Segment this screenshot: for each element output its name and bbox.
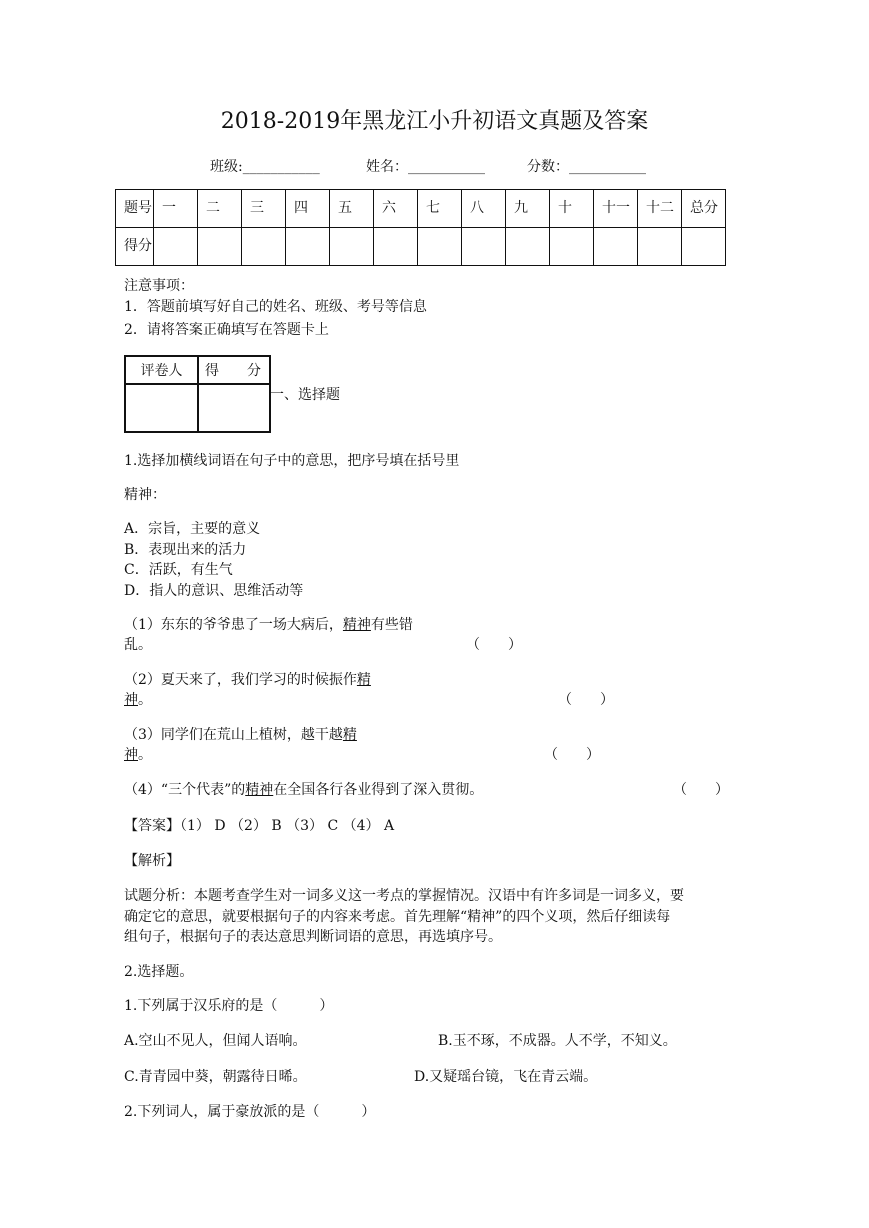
q1-sentence: （2）夏天来了，我们学习的时候振作精: [124, 672, 371, 688]
score-cell: 四: [286, 190, 330, 228]
note-item: 1．答题前填写好自己的姓名、班级、考号等信息: [124, 299, 427, 315]
q2-sub2: 2.下列词人，属于豪放派的是（ ）: [124, 1104, 376, 1120]
score-cell: 十二: [638, 190, 682, 228]
score-input-cell[interactable]: [638, 228, 682, 266]
score-input-cell[interactable]: [374, 228, 418, 266]
underlined-word: 精神: [342, 617, 371, 633]
score-input-cell[interactable]: [418, 228, 462, 266]
q1-sentence: （1）东东的爷爷患了一场大病后，精神有些错: [124, 617, 413, 633]
answer-paren[interactable]: （ ）: [466, 637, 522, 653]
q1-sentence-cont: 神。: [124, 692, 152, 708]
class-field: 班级:___________: [210, 159, 320, 175]
q2-option: B.玉不琢，不成器。人不学，不知义。: [438, 1033, 677, 1049]
score-input-cell[interactable]: [154, 228, 198, 266]
score-cell: 二: [198, 190, 242, 228]
q1-sentence-cont: 乱。: [124, 637, 152, 653]
underlined-word: 精: [342, 727, 357, 743]
grader-score-label: 得 分: [198, 356, 270, 384]
notes-heading: 注意事项：: [124, 278, 194, 294]
note-item: 2．请将答案正确填写在答题卡上: [124, 322, 329, 338]
analysis-line: 确定它的意思，就要根据句子的内容来考虑。首先理解“精神”的四个义项，然后仔细读每: [124, 909, 671, 925]
score-cell-label: 题号: [116, 190, 154, 228]
score-table-header-row: [116, 190, 726, 228]
score-cell: 十一: [594, 190, 638, 228]
q2-sub1: 1.下列属于汉乐府的是（ ）: [124, 998, 334, 1014]
q2-heading: 2.选择题。: [124, 964, 194, 980]
q1-sentence: （3）同学们在荒山上植树，越干越精: [124, 727, 357, 743]
grader-label: 评卷人: [125, 356, 198, 384]
q1-option: D．指人的意识、思维活动等: [124, 583, 304, 599]
q1-stem: 1.选择加横线词语在句子中的意思，把序号填在括号里: [124, 453, 460, 469]
score-cell: 总分: [682, 190, 726, 228]
score-input-cell[interactable]: [594, 228, 638, 266]
answer-paren[interactable]: （ ）: [544, 747, 600, 763]
section-title: 一、选择题: [270, 387, 340, 403]
score-input-cell[interactable]: [550, 228, 594, 266]
q2-option: D.又疑瑶台镜，飞在青云端。: [414, 1069, 598, 1085]
answer-paren[interactable]: （ ）: [673, 782, 729, 798]
score-input-cell[interactable]: [330, 228, 374, 266]
underlined-word: 精神: [245, 782, 274, 798]
score-input-cell[interactable]: [506, 228, 550, 266]
score-table-score-row: [116, 228, 726, 266]
score-table: [115, 189, 726, 266]
q1-option: C．活跃，有生气: [124, 562, 233, 578]
q1-word: 精神：: [124, 487, 166, 503]
score-input-cell[interactable]: [198, 228, 242, 266]
score-field: 分数：___________: [527, 159, 646, 175]
grader-table: [124, 355, 271, 433]
answer-paren[interactable]: （ ）: [558, 692, 614, 708]
name-field: 姓名：___________: [366, 159, 485, 175]
q1-option: A．宗旨，主要的意义: [124, 521, 261, 537]
q2-option: A.空山不见人，但闻人语响。: [124, 1033, 307, 1049]
score-cell: 十: [550, 190, 594, 228]
score-cell: 三: [242, 190, 286, 228]
q1-option: B．表现出来的活力: [124, 542, 247, 558]
score-cell: 五: [330, 190, 374, 228]
analysis-heading: 【解析】: [124, 853, 180, 869]
analysis-line: 组句子，根据句子的表达意思判断词语的意思，再选填序号。: [124, 929, 502, 945]
underlined-word: 神: [124, 747, 138, 763]
score-cell-label: 得分: [116, 228, 154, 266]
score-cell: 一: [154, 190, 198, 228]
grader-score-input-cell[interactable]: [198, 384, 270, 432]
score-input-cell[interactable]: [286, 228, 330, 266]
q1-sentence: （4）“三个代表”的精神在全国各行各业得到了深入贯彻。: [124, 782, 484, 798]
analysis-line: 试题分析：本题考查学生对一词多义这一考点的掌握情况。汉语中有许多词是一词多义，要: [124, 888, 684, 904]
q1-answer: 【答案】（1） D （2） B （3） C （4） A: [124, 818, 395, 834]
q2-option: C.青青园中葵，朝露待日晞。: [124, 1069, 307, 1085]
underlined-word: 神: [124, 692, 138, 708]
page-title: 2018-2019年黑龙江小升初语文真题及答案: [220, 109, 649, 134]
underlined-word: 精: [356, 672, 371, 688]
q1-sentence-cont: 神。: [124, 747, 152, 763]
score-cell: 九: [506, 190, 550, 228]
score-input-cell[interactable]: [462, 228, 506, 266]
score-input-cell[interactable]: [682, 228, 726, 266]
grader-input-cell[interactable]: [125, 384, 198, 432]
score-input-cell[interactable]: [242, 228, 286, 266]
score-cell: 八: [462, 190, 506, 228]
score-cell: 六: [374, 190, 418, 228]
score-cell: 七: [418, 190, 462, 228]
